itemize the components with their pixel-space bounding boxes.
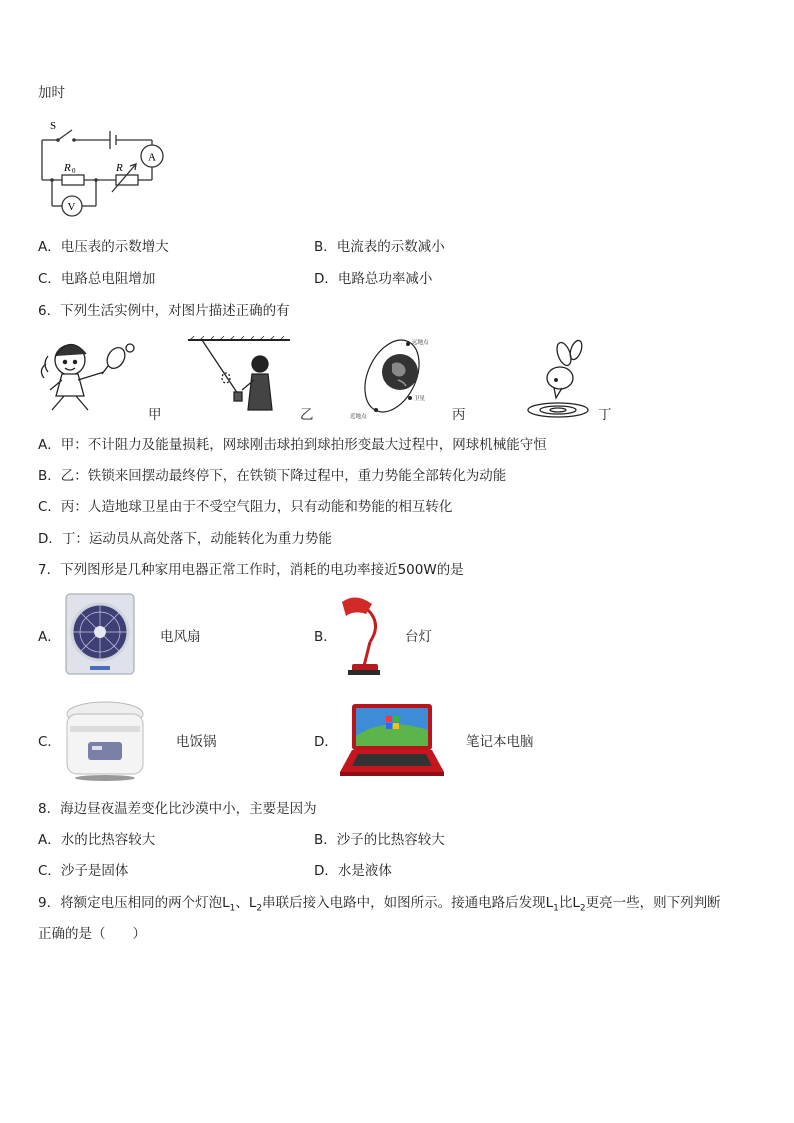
q6-caption-yi: 乙 xyxy=(300,407,314,423)
q6-option-a: A．甲：不计阻力及能量损耗，网球刚击球拍到球拍形变最大过程中，网球机械能守恒 xyxy=(38,437,547,453)
q7-stem: 7．下列图形是几种家用电器正常工作时，消耗的电功率接近500W的是 xyxy=(38,562,464,578)
q5-option-c: C．电路总电阻增加 xyxy=(38,271,156,287)
satellite-orbit-image xyxy=(346,334,436,420)
orbit-label-satellite: 卫星 xyxy=(414,396,426,402)
rice-cooker-icon xyxy=(62,698,148,784)
switch-label: S xyxy=(50,120,57,132)
q6-option-d: D．丁：运动员从高处落下，动能转化为重力势能 xyxy=(38,531,332,547)
q7-option-a-letter: A． xyxy=(38,629,61,645)
r-label: R xyxy=(116,162,123,174)
switch-blade xyxy=(58,130,72,140)
tennis-girl-image xyxy=(38,334,136,420)
q6-stem: 6．下列生活实例中，对图片描述正确的有 xyxy=(38,303,290,319)
q5-circuit-diagram xyxy=(36,116,166,220)
desk-lamp-icon xyxy=(338,594,390,678)
diver-image xyxy=(520,338,596,422)
q8-option-a: A．水的比热容较大 xyxy=(38,832,156,848)
q6-caption-ding: 丁 xyxy=(598,407,612,423)
q8-option-b: B．沙子的比热容较大 xyxy=(314,832,445,848)
q9-stem-line2: 正确的是（ ） xyxy=(38,926,146,942)
q8-option-c: C．沙子是固体 xyxy=(38,863,129,879)
q7-option-c-name: 电饭锅 xyxy=(176,734,217,750)
q8-option-d: D．水是液体 xyxy=(314,863,392,879)
resistor-r0 xyxy=(62,175,84,185)
pendulum-lock-image xyxy=(186,334,292,420)
q8-stem: 8．海边昼夜温差变化比沙漠中小，主要是因为 xyxy=(38,801,317,817)
r0-label: R xyxy=(64,162,71,174)
q5-option-d: D．电路总功率减小 xyxy=(314,271,433,287)
q6-option-b: B．乙：铁锁来回摆动最终停下，在铁锁下降过程中，重力势能全部转化为动能 xyxy=(38,468,507,484)
orbit-label-near: 近地点 xyxy=(350,414,367,420)
q7-option-d-letter: D． xyxy=(314,734,338,750)
q7-option-b-letter: B． xyxy=(314,629,337,645)
q5-option-a: A．电压表的示数增大 xyxy=(38,239,169,255)
orbit-label-far: 远地点 xyxy=(412,340,429,346)
q7-option-d-name: 笔记本电脑 xyxy=(466,734,534,750)
q7-option-a-name: 电风扇 xyxy=(160,629,201,645)
q9-stem-line1: 9．将额定电压相同的两个灯泡$L_1$、$L_2$串联后接入电路中，如图所示。接通电路后发现$L_1$比$L_2$更亮一些，则下列判断 xyxy=(38,895,721,914)
q7-option-c-letter: C． xyxy=(38,734,61,750)
q6-option-c: C．丙：人造地球卫星由于不受空气阻力，只有动能和势能的相互转化 xyxy=(38,499,453,515)
electric-fan-icon xyxy=(62,592,138,680)
ammeter-label: A xyxy=(148,151,156,164)
q6-caption-bing: 丙 xyxy=(452,407,466,423)
q5-option-b: B．电流表的示数减小 xyxy=(314,239,445,255)
r0-subscript: 0 xyxy=(72,167,76,175)
q6-caption-jia: 甲 xyxy=(148,407,162,423)
laptop-icon xyxy=(338,700,446,784)
voltmeter-label: V xyxy=(67,201,76,213)
q7-option-b-name: 台灯 xyxy=(405,629,432,645)
q5-lead-text: 加时 xyxy=(38,85,65,101)
